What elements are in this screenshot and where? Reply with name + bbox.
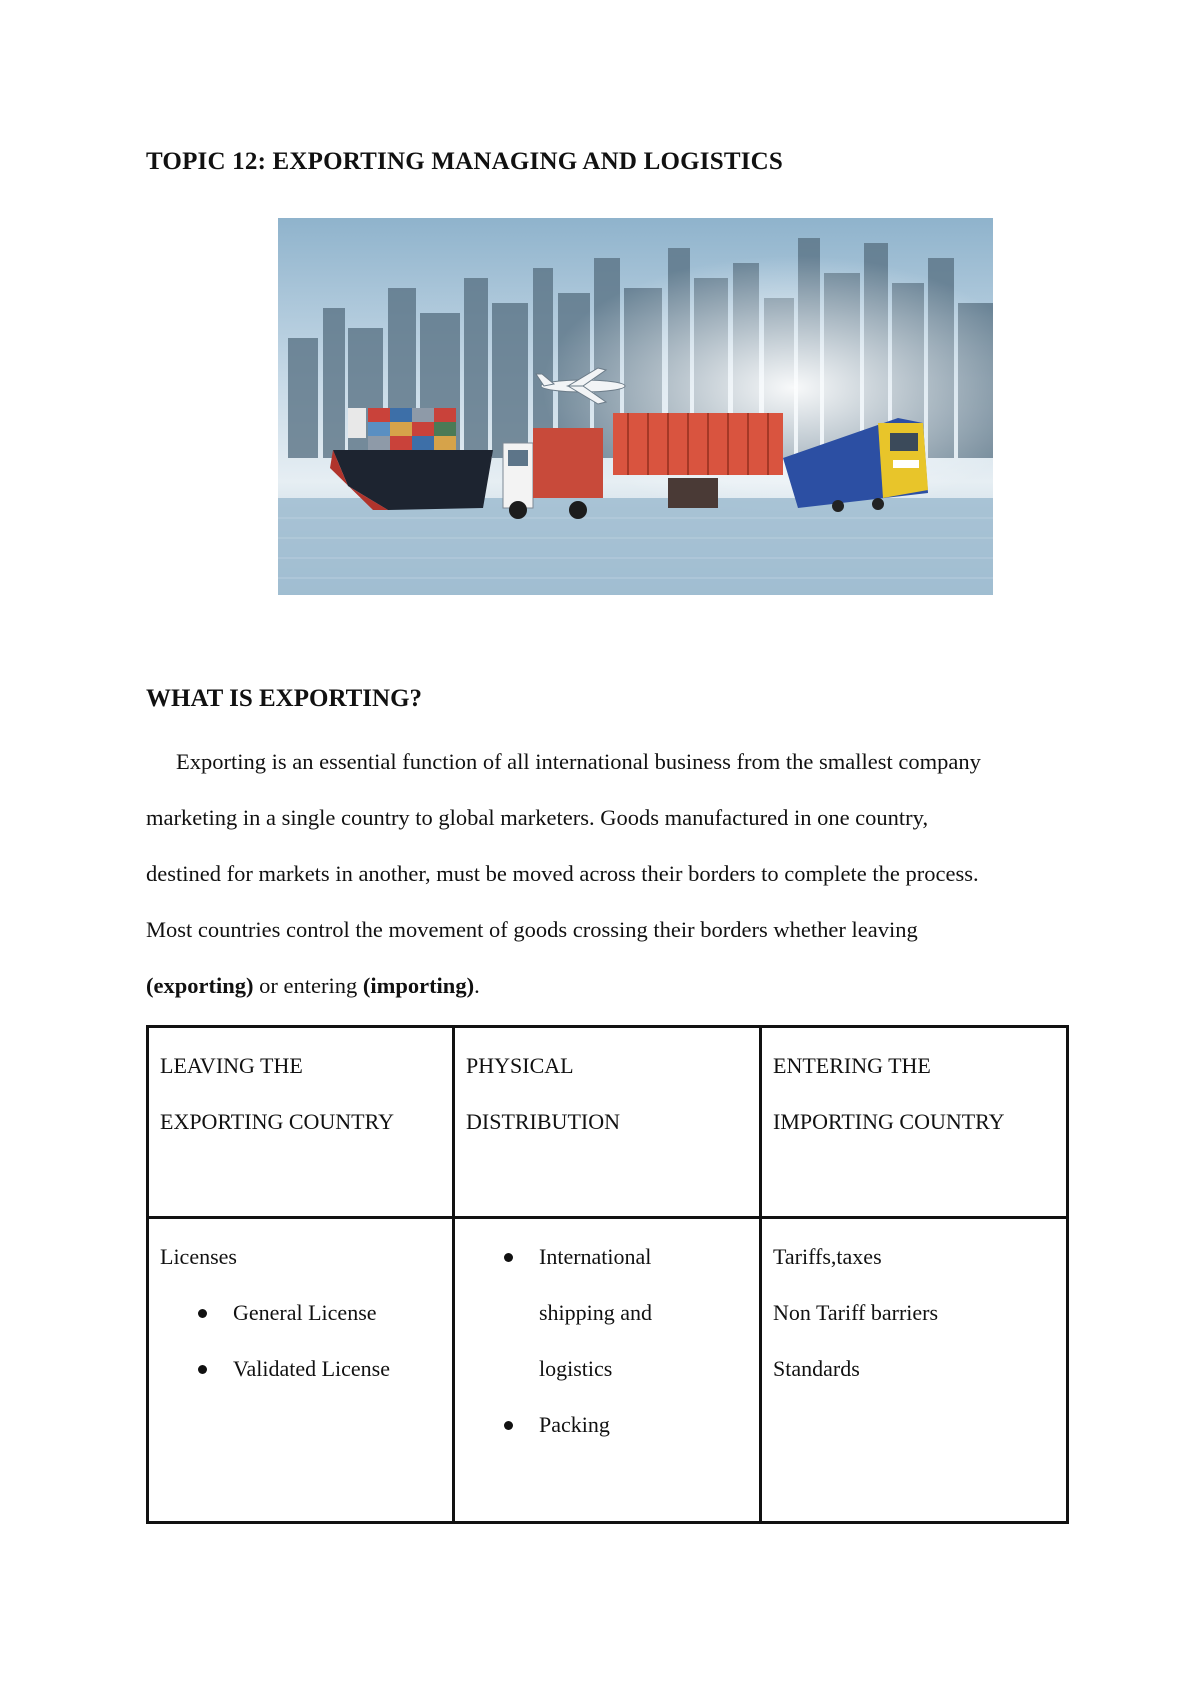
table-body-row [148,1218,1068,1523]
list-item-text: Validated License [233,1356,390,1381]
paragraph-line: marketing in a single country to global marketers. Goods manufactured in one country, [146,805,929,830]
list-item [466,1229,749,1397]
paragraph-line: Exporting is an essential function of all international business from the smallest company [176,749,981,774]
licenses-label: Licenses [160,1244,237,1269]
list-item-text: logistics [539,1356,613,1381]
header-text: IMPORTING COUNTRY [773,1109,1005,1134]
header-cell-leaving [148,1027,454,1218]
header-text: DISTRIBUTION [466,1109,620,1134]
cell-physical-distribution [454,1218,761,1523]
distribution-list [466,1229,749,1453]
page-title: TOPIC 12: EXPORTING MANAGING AND LOGISTICS [146,148,784,175]
header-cell-physical [454,1027,761,1218]
requirement-text: Non Tariff barriers [773,1300,939,1325]
paragraph-line [146,958,1066,1014]
bullet-icon [504,1421,513,1430]
paragraph-text: or entering [253,973,363,998]
list-item [160,1341,442,1397]
cell-licenses [148,1218,454,1523]
list-item [160,1285,442,1341]
bullet-icon [504,1253,513,1262]
body-paragraph [146,734,1066,1014]
list-item-text: General License [233,1300,377,1325]
licenses-list [160,1285,442,1397]
paragraph-line: destined for markets in another, must be moved across their borders to complete the process. [146,861,979,886]
bullet-icon [198,1365,207,1374]
header-text: ENTERING THE [773,1053,931,1078]
list-item-text: Packing [539,1412,610,1437]
logistics-illustration [278,218,993,595]
requirement-text: Tariffs,taxes [773,1244,882,1269]
header-text: EXPORTING COUNTRY [160,1109,394,1134]
header-cell-entering [761,1027,1068,1218]
bold-term-exporting: (exporting) [146,973,254,998]
paragraph-text: . [474,973,480,998]
list-item-text: International [539,1244,652,1269]
cell-importing-requirements [761,1218,1068,1523]
list-item [466,1397,749,1453]
requirement-text: Standards [773,1356,860,1381]
bold-term-importing: (importing) [362,973,475,998]
paragraph-line: Most countries control the movement of goods crossing their borders whether leaving [146,917,918,942]
header-text: PHYSICAL [466,1053,574,1078]
bullet-icon [198,1309,207,1318]
list-item-text: shipping and [539,1300,653,1325]
header-text: LEAVING THE [160,1053,303,1078]
logistics-image [278,218,993,595]
section-heading: WHAT IS EXPORTING? [146,685,423,712]
table-header-row [148,1027,1068,1218]
export-process-table [146,1025,1069,1524]
